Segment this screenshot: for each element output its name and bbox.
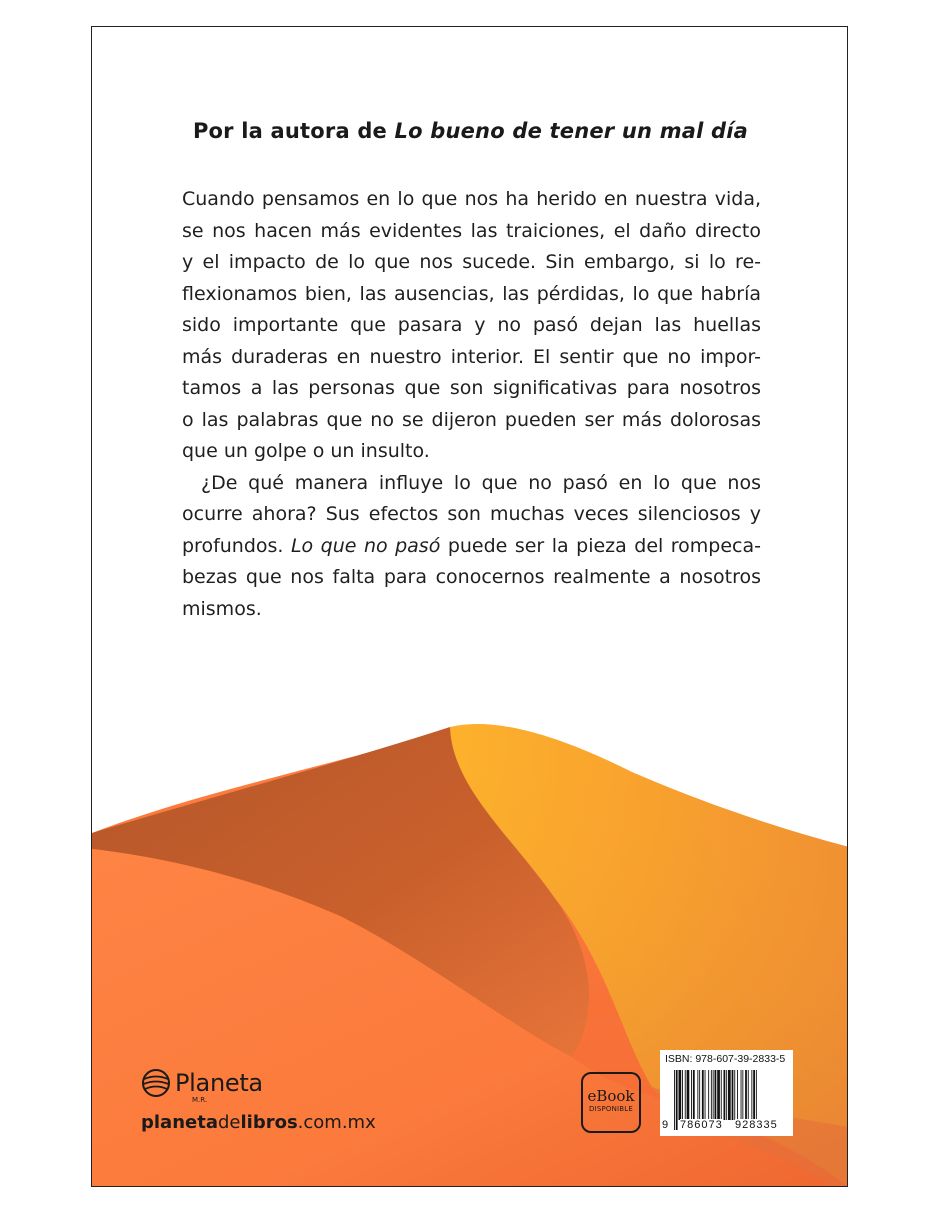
url-part: libros [240,1112,298,1133]
barcode-digit-first: 9 [662,1119,669,1131]
barcode-bar [687,1070,690,1120]
barcode-bar [751,1070,752,1120]
synopsis-fragment: profundos. [182,534,291,557]
synopsis-line: ¿De qué manera influye lo que no pasó en lo que nos [201,471,761,494]
barcode-bar [728,1070,731,1120]
barcode-bar [676,1070,678,1130]
synopsis-line: bezas que nos falta para conocernos realmente a nosotros [182,566,761,588]
barcode-bar [679,1070,682,1120]
synopsis-line: se nos hacen más evidentes las traiciones, el daño directo [182,219,761,242]
synopsis-line: tamos a las personas que son significativas para nosotros [182,377,761,399]
globe-icon [141,1068,171,1098]
book-back-cover [91,26,848,1187]
ebook-label: eBook [587,1087,635,1105]
barcode-bar [685,1070,686,1120]
synopsis-fragment: puede ser la pieza del rompeca- [440,534,762,557]
ebook-available-badge [581,1072,641,1133]
barcode-bar [748,1070,749,1120]
synopsis-line: Cuando pensamos en lo que nos ha herido en nuestra vida, [182,188,761,210]
url-part: planeta [141,1112,218,1133]
synopsis-text [182,184,761,625]
synopsis-line: ocurre ahora? Sus efectos son muchas veces silenciosos y [182,503,761,525]
barcode-bar [721,1070,722,1120]
barcode-bar [705,1070,706,1120]
synopsis-line [182,531,761,563]
barcode-bar [699,1070,700,1120]
barcode-bar [741,1070,742,1120]
publisher-name: Planeta [175,1069,263,1097]
synopsis-line: más duraderas en nuestro interior. El sentir que no impor- [182,345,761,368]
barcode-bar [674,1070,675,1130]
publisher-logo [141,1067,263,1099]
author-tagline [92,119,848,143]
synopsis-line: y el impacto de lo que nos sucede. Sin embargo, si lo re- [182,251,761,273]
synopsis-line: flexionamos bien, las ausencias, las pérdidas, lo que habría [182,282,761,305]
isbn-barcode-panel [660,1050,793,1136]
ebook-availability-label: DISPONIBLE [588,1105,634,1113]
barcode-bar [724,1070,726,1120]
previous-book-title: Lo bueno de tener un mal día [394,119,749,143]
registered-mark: M.R. [192,1096,208,1104]
publisher-website [141,1112,376,1133]
barcode-bar [697,1070,698,1120]
book-title: Lo que no pasó [290,534,441,557]
barcode-bar [726,1070,727,1120]
synopsis-line: sido importante que pasara y no pasó dejan las huellas [182,314,761,336]
barcode-bar [745,1070,747,1120]
barcode-bar [734,1070,735,1120]
url-part: de [217,1112,241,1133]
tagline-prefix: Por la autora de [192,119,395,143]
barcode-bar [737,1070,738,1120]
barcode-bar [682,1070,683,1120]
barcode-bar [713,1070,714,1120]
barcode-bar [711,1070,712,1120]
barcode-bar [693,1070,695,1120]
synopsis-line: mismos. [182,597,262,620]
barcode-bar [753,1070,755,1120]
isbn-number: ISBN: 978-607-39-2833-5 [665,1053,786,1065]
synopsis-line: o las palabras que no se dijeron pueden ser más dolorosas [182,408,761,431]
synopsis-line: que un golpe o un insulto. [182,440,430,462]
barcode-bar [732,1070,734,1120]
barcode-bar [742,1070,743,1120]
barcode-digits-left: 786073 [680,1119,723,1131]
barcode-bar [702,1070,704,1120]
url-part: .com.mx [297,1112,376,1133]
barcode-bar [691,1070,692,1120]
barcode-digits-right: 928335 [735,1119,778,1131]
barcode-bar [708,1070,709,1120]
